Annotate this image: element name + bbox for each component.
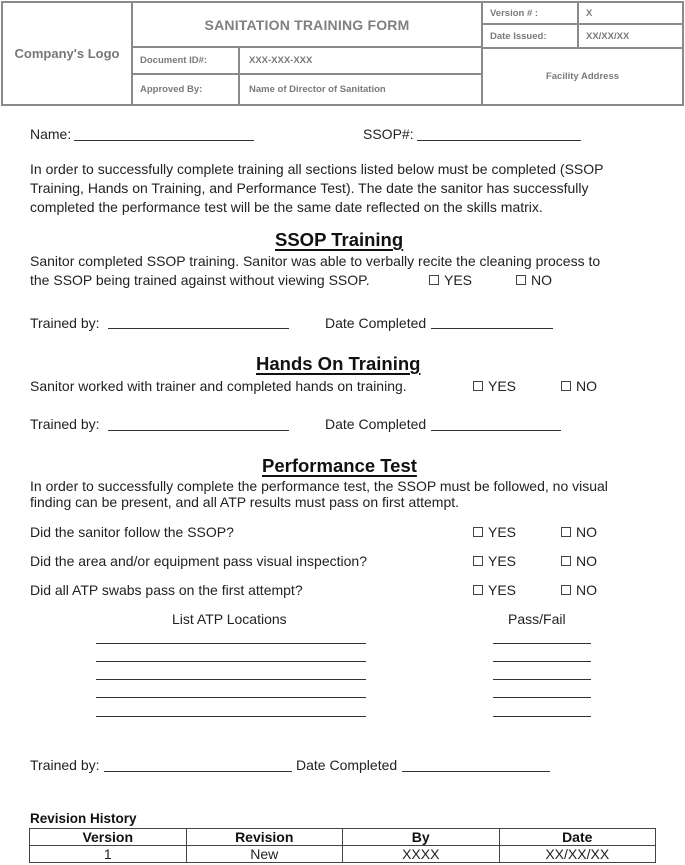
checkbox-icon xyxy=(473,556,483,566)
checkbox-icon xyxy=(429,275,439,285)
hands-on-trained-by-label: Trained by: xyxy=(30,416,100,432)
checkbox-icon xyxy=(516,275,526,285)
column-header-by: By xyxy=(343,829,500,846)
performance-text-line: In order to successfully complete the performance test, the SSOP must be followed, no visual xyxy=(30,478,608,494)
hands-on-yes-checkbox[interactable] xyxy=(473,377,516,396)
yes-label: YES xyxy=(488,553,517,569)
question-text: Did all ATP swabs pass on the first attempt? xyxy=(30,582,303,598)
column-header-revision: Revision xyxy=(186,829,343,846)
hands-on-text: Sanitor worked with trainer and completed hands on training. xyxy=(30,378,407,394)
pass-fail-field[interactable] xyxy=(493,661,591,662)
hands-on-date-completed-field[interactable] xyxy=(431,430,561,431)
question-3-yes-checkbox[interactable] xyxy=(473,581,516,600)
document-header xyxy=(1,1,684,106)
revision-date-cell: XX/XX/XX xyxy=(499,846,656,863)
name-field[interactable] xyxy=(74,140,254,141)
pass-fail-field[interactable] xyxy=(493,679,591,680)
atp-locations-label: List ATP Locations xyxy=(172,611,287,627)
pass-fail-field[interactable] xyxy=(493,697,591,698)
revision-header-row xyxy=(30,829,656,846)
atp-location-field[interactable] xyxy=(96,661,366,662)
facility-address: Facility Address xyxy=(545,71,620,82)
ssop-trained-by-field[interactable] xyxy=(108,328,289,329)
revision-history-title: Revision History xyxy=(30,811,137,826)
checkbox-icon xyxy=(473,585,483,595)
hands-on-trained-by-field[interactable] xyxy=(108,430,289,431)
atp-location-field[interactable] xyxy=(96,697,366,698)
performance-trained-by-field[interactable] xyxy=(104,771,292,772)
checkbox-icon xyxy=(473,527,483,537)
no-label: NO xyxy=(576,553,597,569)
ssop-date-completed-label: Date Completed xyxy=(325,315,427,331)
atp-location-field[interactable] xyxy=(96,679,366,680)
column-header-version: Version xyxy=(30,829,187,846)
question-3-no-checkbox[interactable] xyxy=(561,581,597,600)
version-label: Version # : xyxy=(483,3,579,25)
form-title: SANITATION TRAINING FORM xyxy=(133,3,483,48)
document-id-value: XXX-XXX-XXX xyxy=(240,48,483,75)
revision-history-table xyxy=(29,828,656,863)
ssop-training-heading: SSOP Training xyxy=(275,229,404,250)
atp-location-field[interactable] xyxy=(96,716,366,717)
date-issued-value: XX/XX/XX xyxy=(579,25,682,49)
hands-on-training-heading: Hands On Training xyxy=(256,353,421,374)
yes-label: YES xyxy=(488,524,517,540)
checkbox-icon xyxy=(561,381,571,391)
table-row xyxy=(30,846,656,863)
ssop-training-text-line: Sanitor completed SSOP training. Sanitor was able to verbally recite the cleaning process to xyxy=(30,253,601,269)
revision-revision-cell: New xyxy=(186,846,343,863)
name-label: Name: xyxy=(30,126,72,142)
question-1-no-checkbox[interactable] xyxy=(561,523,597,542)
yes-label: YES xyxy=(488,582,517,598)
approved-by-value: Name of Director of Sanitation xyxy=(240,75,483,104)
pass-fail-field[interactable] xyxy=(493,716,591,717)
revision-version-cell: 1 xyxy=(30,846,187,863)
checkbox-icon xyxy=(561,585,571,595)
hands-on-no-checkbox[interactable] xyxy=(561,377,597,396)
ssop-date-completed-field[interactable] xyxy=(431,328,553,329)
no-label: NO xyxy=(576,582,597,598)
intro-paragraph-line: completed the performance test will be the same date reflected on the skills matrix. xyxy=(30,199,543,215)
intro-paragraph-line: In order to successfully complete training all sections listed below must be completed (SSOP xyxy=(30,161,604,177)
ssop-training-yes-checkbox[interactable] xyxy=(429,271,472,290)
date-issued-label: Date Issued: xyxy=(483,25,579,49)
approved-by-label: Approved By: xyxy=(133,75,240,104)
ssop-training-text-line: the SSOP being trained against without viewing SSOP. xyxy=(30,272,370,288)
question-text: Did the sanitor follow the SSOP? xyxy=(30,524,234,540)
question-text: Did the area and/or equipment pass visual inspection? xyxy=(30,553,367,569)
performance-text-line: finding can be present, and all ATP results must pass on first attempt. xyxy=(30,494,460,510)
no-label: NO xyxy=(531,272,552,288)
question-2-no-checkbox[interactable] xyxy=(561,552,597,571)
version-value: X xyxy=(579,3,682,25)
checkbox-icon xyxy=(473,381,483,391)
ssop-number-field[interactable] xyxy=(417,140,581,141)
no-label: NO xyxy=(576,524,597,540)
intro-paragraph-line: Training, Hands on Training, and Performance Test). The date the sanitor has successfully xyxy=(30,180,589,196)
checkbox-icon xyxy=(561,556,571,566)
revision-by-cell: XXXX xyxy=(343,846,500,863)
column-header-date: Date xyxy=(499,829,656,846)
question-2-yes-checkbox[interactable] xyxy=(473,552,516,571)
performance-test-heading: Performance Test xyxy=(262,455,417,476)
company-logo-placeholder: Company's Logo xyxy=(3,3,133,104)
document-id-label: Document ID#: xyxy=(133,48,240,75)
question-1-yes-checkbox[interactable] xyxy=(473,523,516,542)
pass-fail-field[interactable] xyxy=(493,643,591,644)
performance-date-completed-field[interactable] xyxy=(402,771,550,772)
ssop-training-no-checkbox[interactable] xyxy=(516,271,552,290)
hands-on-date-completed-label: Date Completed xyxy=(325,416,427,432)
pass-fail-label: Pass/Fail xyxy=(508,611,566,627)
checkbox-icon xyxy=(561,527,571,537)
no-label: NO xyxy=(576,378,597,394)
performance-date-completed-label: Date Completed xyxy=(296,757,398,773)
performance-trained-by-label: Trained by: xyxy=(30,757,100,773)
atp-location-field[interactable] xyxy=(96,643,366,644)
yes-label: YES xyxy=(488,378,517,394)
ssop-trained-by-label: Trained by: xyxy=(30,315,100,331)
ssop-number-label: SSOP#: xyxy=(363,126,414,142)
yes-label: YES xyxy=(444,272,473,288)
